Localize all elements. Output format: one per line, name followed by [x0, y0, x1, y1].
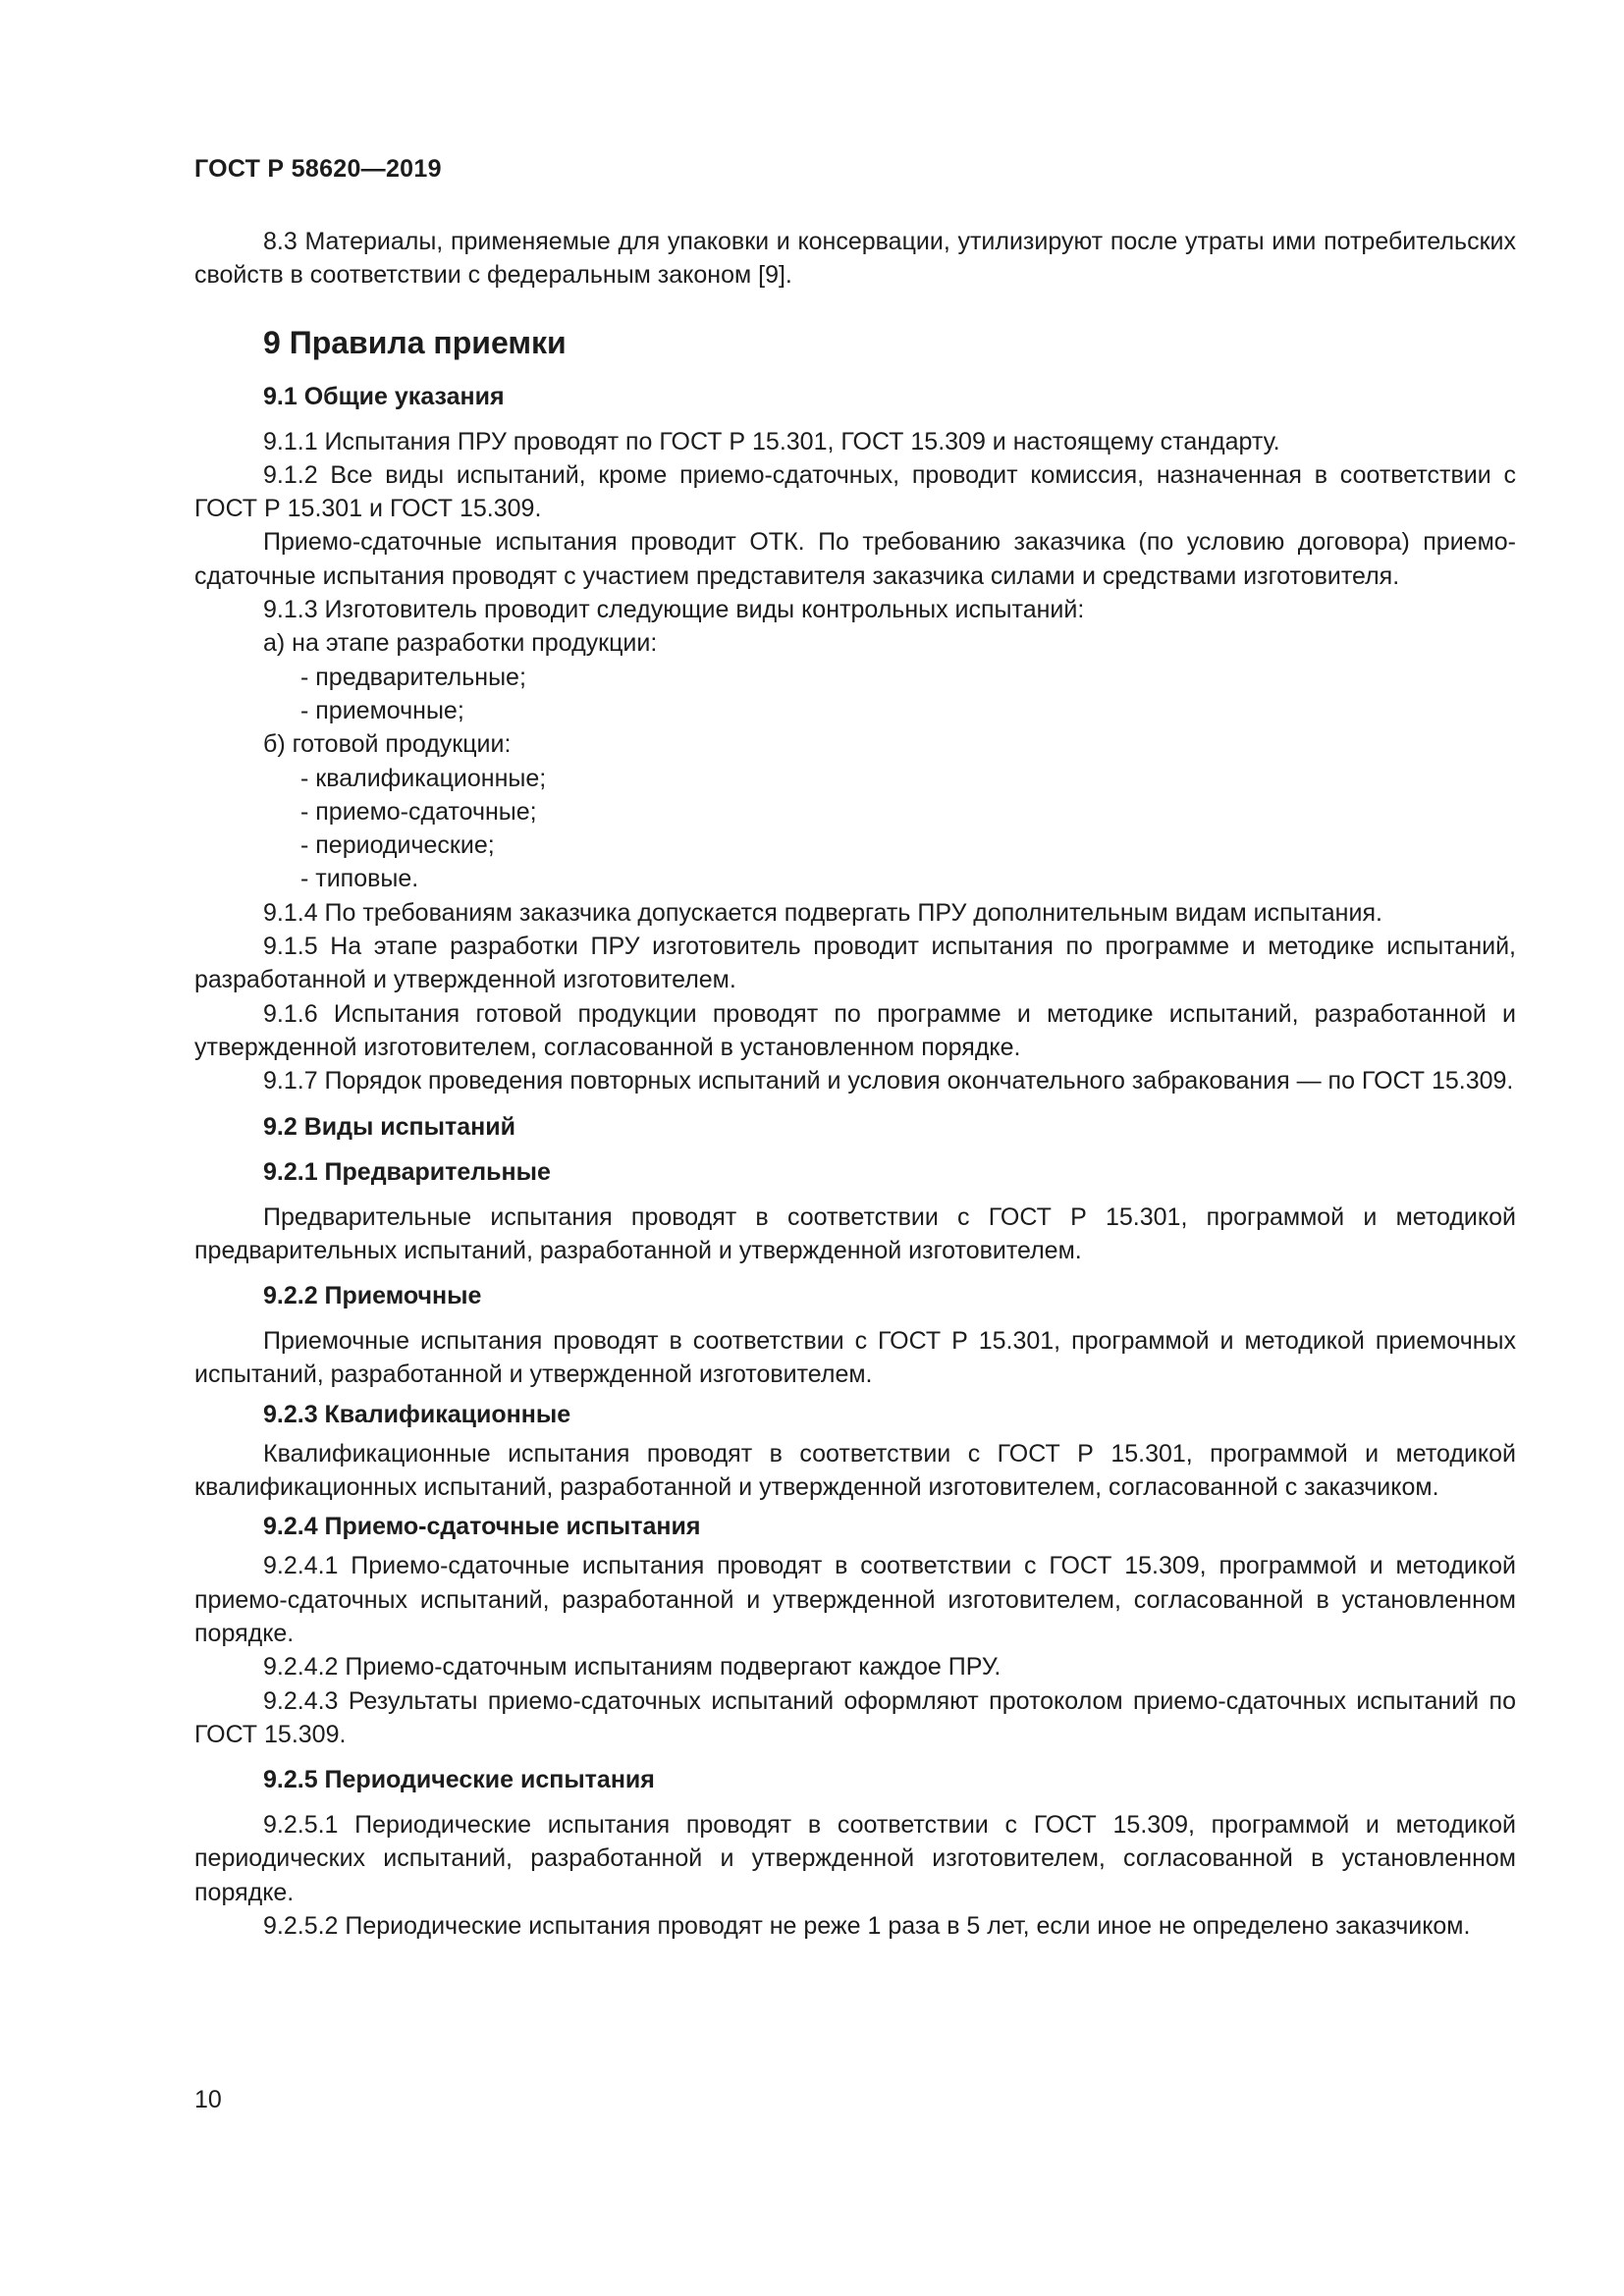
list-subitem: - предварительные; — [300, 663, 526, 691]
list-item-a: а) на этапе разработки продукции: — [263, 629, 658, 658]
section-heading-9: 9 Правила приемки — [263, 324, 567, 360]
paragraph-9-1-2: 9.1.2 Все виды испытаний, кроме приемо-сдаточных, проводит комиссия, назначенная в соответствии с ГОСТ Р 15.301 и ГОСТ 15.309. — [194, 460, 1516, 523]
list-subitem: - квалификационные; — [300, 764, 547, 792]
paragraph-9-2-4-2: 9.2.4.2 Приемо-сдаточным испытаниям подвергают каждое ПРУ. — [263, 1653, 1001, 1682]
paragraph-9-1-6: 9.1.6 Испытания готовой продукции проводят по программе и методике испытаний, разработанной и утвержденной изготовителем, согласованной в установленном порядке. — [194, 999, 1516, 1061]
list-subitem: - приемо-сдаточные; — [300, 797, 537, 826]
document-body — [194, 225, 1516, 1943]
list-subitem: - приемочные; — [300, 696, 464, 724]
paragraph-9-2-5-1: 9.2.5.1 Периодические испытания проводят в соответствии с ГОСТ 15.309, программой и методикой периодических испытаний, разработанной и утвержденной изготовителем, согласованной в установленном порядке. — [194, 1811, 1516, 1906]
list-subitem: - типовые. — [300, 865, 419, 893]
subsection-heading-9-2-3: 9.2.3 Квалификационные — [263, 1400, 571, 1428]
list-subitem: - периодические; — [300, 831, 495, 860]
subsection-heading-9-2-1: 9.2.1 Предварительные — [263, 1157, 551, 1186]
paragraph-8-3: 8.3 Материалы, применяемые для упаковки и консервации, утилизируют после утраты ими потребительских свойств в соответствии с федеральным законом [9]. — [194, 228, 1516, 290]
paragraph-9-2-1: Предварительные испытания проводят в соответствии с ГОСТ Р 15.301, программой и методикой предварительных испытаний, разработанной и утвержденной изготовителем. — [194, 1202, 1516, 1264]
paragraph-9-2-2: Приемочные испытания проводят в соответствии с ГОСТ Р 15.301, программой и методикой приемочных испытаний, разработанной и утвержденной изготовителем. — [194, 1327, 1516, 1389]
list-item-b: б) готовой продукции: — [263, 730, 512, 759]
paragraph-9-1-4: 9.1.4 По требованиям заказчика допускается подвергать ПРУ дополнительным видам испытания. — [263, 898, 1382, 927]
paragraph-9-2-4-3: 9.2.4.3 Результаты приемо-сдаточных испытаний оформляют протоколом приемо-сдаточных испытаний по ГОСТ 15.309. — [194, 1686, 1516, 1748]
page-number: 10 — [194, 2086, 222, 2113]
paragraph-9-2-3: Квалификационные испытания проводят в соответствии с ГОСТ Р 15.301, программой и методикой квалификационных испытаний, разработанной и утвержденной изготовителем, согласованной с заказчиком. — [194, 1439, 1516, 1502]
paragraph-9-1-7: 9.1.7 Порядок проведения повторных испытаний и условия окончательного забракования — по ГОСТ 15.309. — [263, 1067, 1514, 1095]
document-code-header: ГОСТ Р 58620—2019 — [194, 155, 442, 183]
subsection-heading-9-1: 9.1 Общие указания — [263, 382, 505, 410]
paragraph-9-2-5-2: 9.2.5.2 Периодические испытания проводят не реже 1 раза в 5 лет, если иное не определено заказчиком. — [263, 1911, 1471, 1940]
paragraph-9-1-1: 9.1.1 Испытания ПРУ проводят по ГОСТ Р 15.301, ГОСТ 15.309 и настоящему стандарту. — [263, 427, 1280, 455]
subsection-heading-9-2: 9.2 Виды испытаний — [263, 1112, 515, 1141]
paragraph-9-1-5: 9.1.5 На этапе разработки ПРУ изготовитель проводит испытания по программе и методике испытаний, разработанной и утвержденной изготовителем. — [194, 933, 1516, 994]
subsection-heading-9-2-4: 9.2.4 Приемо-сдаточные испытания — [263, 1513, 701, 1541]
subsection-heading-9-2-5: 9.2.5 Периодические испытания — [263, 1766, 655, 1794]
paragraph-9-2-4-1: 9.2.4.1 Приемо-сдаточные испытания проводят в соответствии с ГОСТ 15.309, программой и методикой приемо-сдаточных испытаний, разработанной и утвержденной изготовителем, согласованной в установленном порядке. — [194, 1552, 1516, 1647]
subsection-heading-9-2-2: 9.2.2 Приемочные — [263, 1282, 482, 1310]
paragraph-9-1-3: 9.1.3 Изготовитель проводит следующие виды контрольных испытаний: — [263, 596, 1085, 624]
paragraph-9-1-2-cont: Приемо-сдаточные испытания проводит ОТК. По требованию заказчика (по условию договора) приемо-сдаточные испытания проводят с участием представителя заказчика силами и средствами изготовителя. — [194, 528, 1516, 590]
